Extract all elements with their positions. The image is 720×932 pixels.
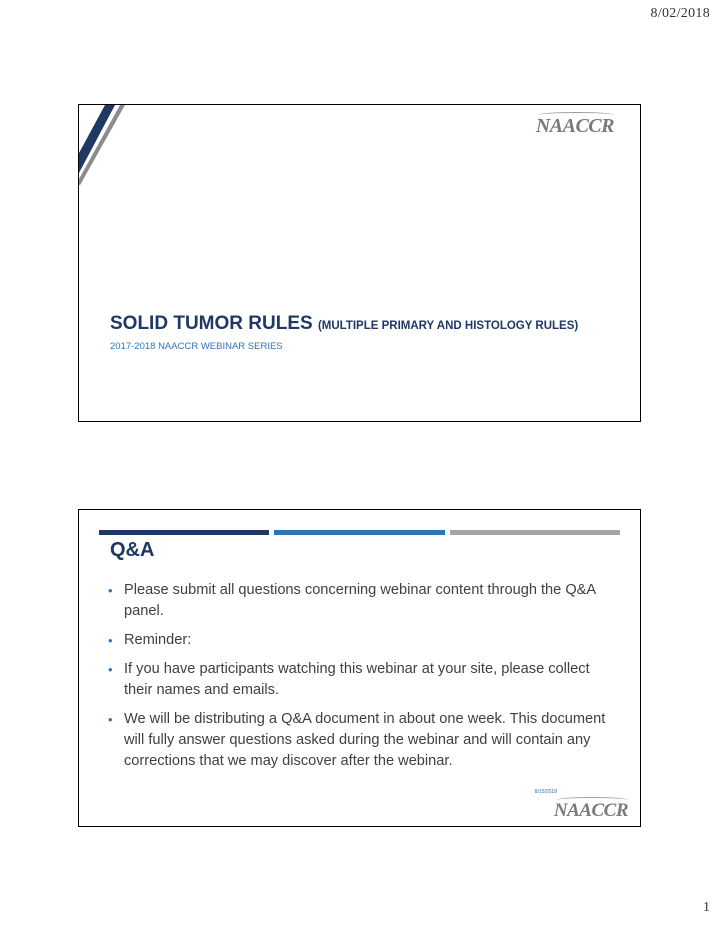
page-number: 1 xyxy=(703,900,710,915)
slide-title-main: SOLID TUMOR RULES xyxy=(110,313,313,334)
page-date: 8/02/2018 xyxy=(650,6,710,21)
blue-bar xyxy=(274,530,444,535)
list-item: • Reminder: xyxy=(108,630,618,651)
list-item: • If you have participants watching this webinar at your site, please collect their names and emails. xyxy=(108,661,590,698)
bullet-icon: • xyxy=(108,583,113,598)
navy-bar xyxy=(99,530,269,535)
gray-bar xyxy=(450,530,620,535)
bullet-icon: • xyxy=(108,633,113,648)
qa-bullet-list xyxy=(108,580,618,780)
naaccr-logo: NAACCR xyxy=(536,115,614,138)
slide-title-suffix: (MULTIPLE PRIMARY AND HISTOLOGY RULES) xyxy=(317,320,579,332)
qa-heading: Q&A xyxy=(110,539,155,561)
qa-slide xyxy=(78,509,641,827)
list-item: • We will be distributing a Q&A document in about one week. This document will fully answer questions asked during the webinar and will contain any corrections that we may discover after the webinar. xyxy=(108,711,606,769)
bullet-icon: • xyxy=(108,712,113,727)
bullet-icon: • xyxy=(108,662,113,677)
list-item: • Please submit all questions concerning webinar content through the Q&A panel. xyxy=(108,582,596,619)
slide-title xyxy=(110,313,578,335)
corner-stripes-graphic xyxy=(79,105,139,185)
webinar-series-label: 2017-2018 NAACCR WEBINAR SERIES xyxy=(110,341,283,352)
title-slide xyxy=(78,104,641,422)
header-color-bars xyxy=(99,530,620,535)
slide-footer-date: 8/15/2018 xyxy=(534,789,557,795)
naaccr-logo: NAACCR xyxy=(554,800,628,822)
